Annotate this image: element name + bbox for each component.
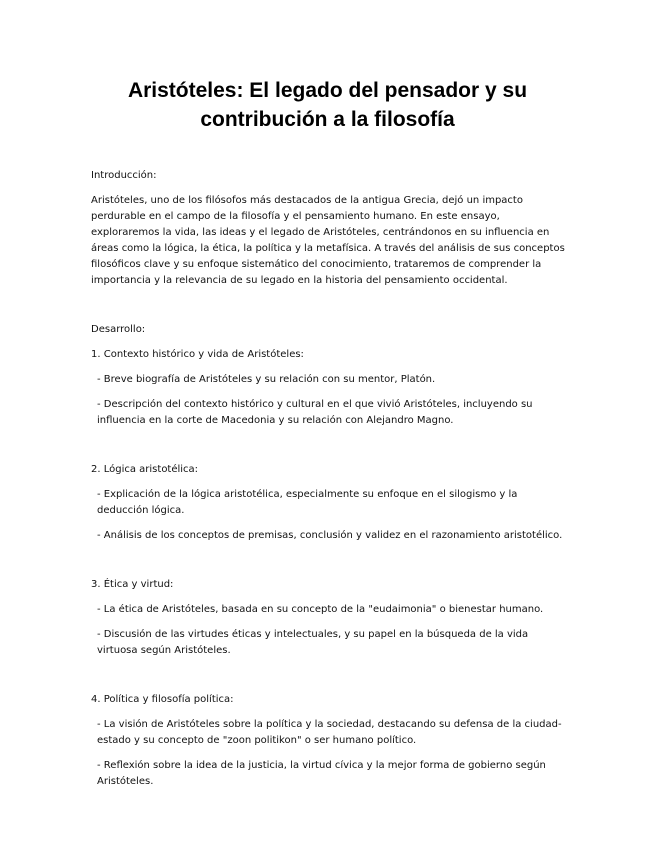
introduction-paragraph: Aristóteles, uno de los filósofos más destacados de la antigua Grecia, dejó un impacto perdurable en el campo de la filosofía y el pensamiento humano. En este ensayo, exploraremos la vida, las ideas y el legado de Aristóteles, centrándonos en su influencia en áreas como la lógica, la ética, la política y la metafísica. A través del análisis de sus conceptos filosóficos clave y su enfoque sistemático del conocimiento, trataremos de comprender la importancia y la relevancia de su legado en la historia del pensamiento occidental. bbox=[91, 195, 565, 286]
section-item: - Análisis de los conceptos de premisas, conclusión y validez en el razonamiento aristotélico. bbox=[97, 530, 563, 541]
section-item: - Descripción del contexto histórico y cultural en el que vivió Aristóteles, incluyendo su influencia en la corte de Macedonia y su relación con Alejandro Magno. bbox=[97, 399, 533, 426]
section-item: - Discusión de las virtudes éticas y intelectuales, y su papel en la búsqueda de la vida virtuosa según Aristóteles. bbox=[97, 629, 529, 656]
section-item: - Breve biografía de Aristóteles y su relación con su mentor, Platón. bbox=[97, 374, 436, 385]
section-heading: 2. Lógica aristotélica: bbox=[91, 464, 199, 475]
section-item: - Explicación de la lógica aristotélica, especialmente su enfoque en el silogismo y la deducción lógica. bbox=[97, 489, 518, 516]
section-heading: 1. Contexto histórico y vida de Aristóteles: bbox=[91, 349, 304, 360]
development-heading: Desarrollo: bbox=[91, 324, 146, 335]
document-title: Aristóteles: El legado del pensador y su contribución a la filosofía bbox=[127, 79, 528, 131]
section-heading: 3. Ética y virtud: bbox=[91, 579, 174, 590]
section-item: - La visión de Aristóteles sobre la política y la sociedad, destacando su defensa de la ciudad-estado y su concepto de "zoon politikon" o ser humano político. bbox=[97, 719, 562, 746]
section-item: - Reflexión sobre la idea de la justicia, la virtud cívica y la mejor forma de gobierno según Aristóteles. bbox=[97, 760, 546, 787]
introduction-heading: Introducción: bbox=[91, 170, 157, 181]
document-body bbox=[91, 168, 571, 790]
section-item: - La ética de Aristóteles, basada en su concepto de la "eudaimonia" o bienestar humano. bbox=[97, 604, 544, 615]
section-heading: 4. Política y filosofía política: bbox=[91, 694, 234, 705]
